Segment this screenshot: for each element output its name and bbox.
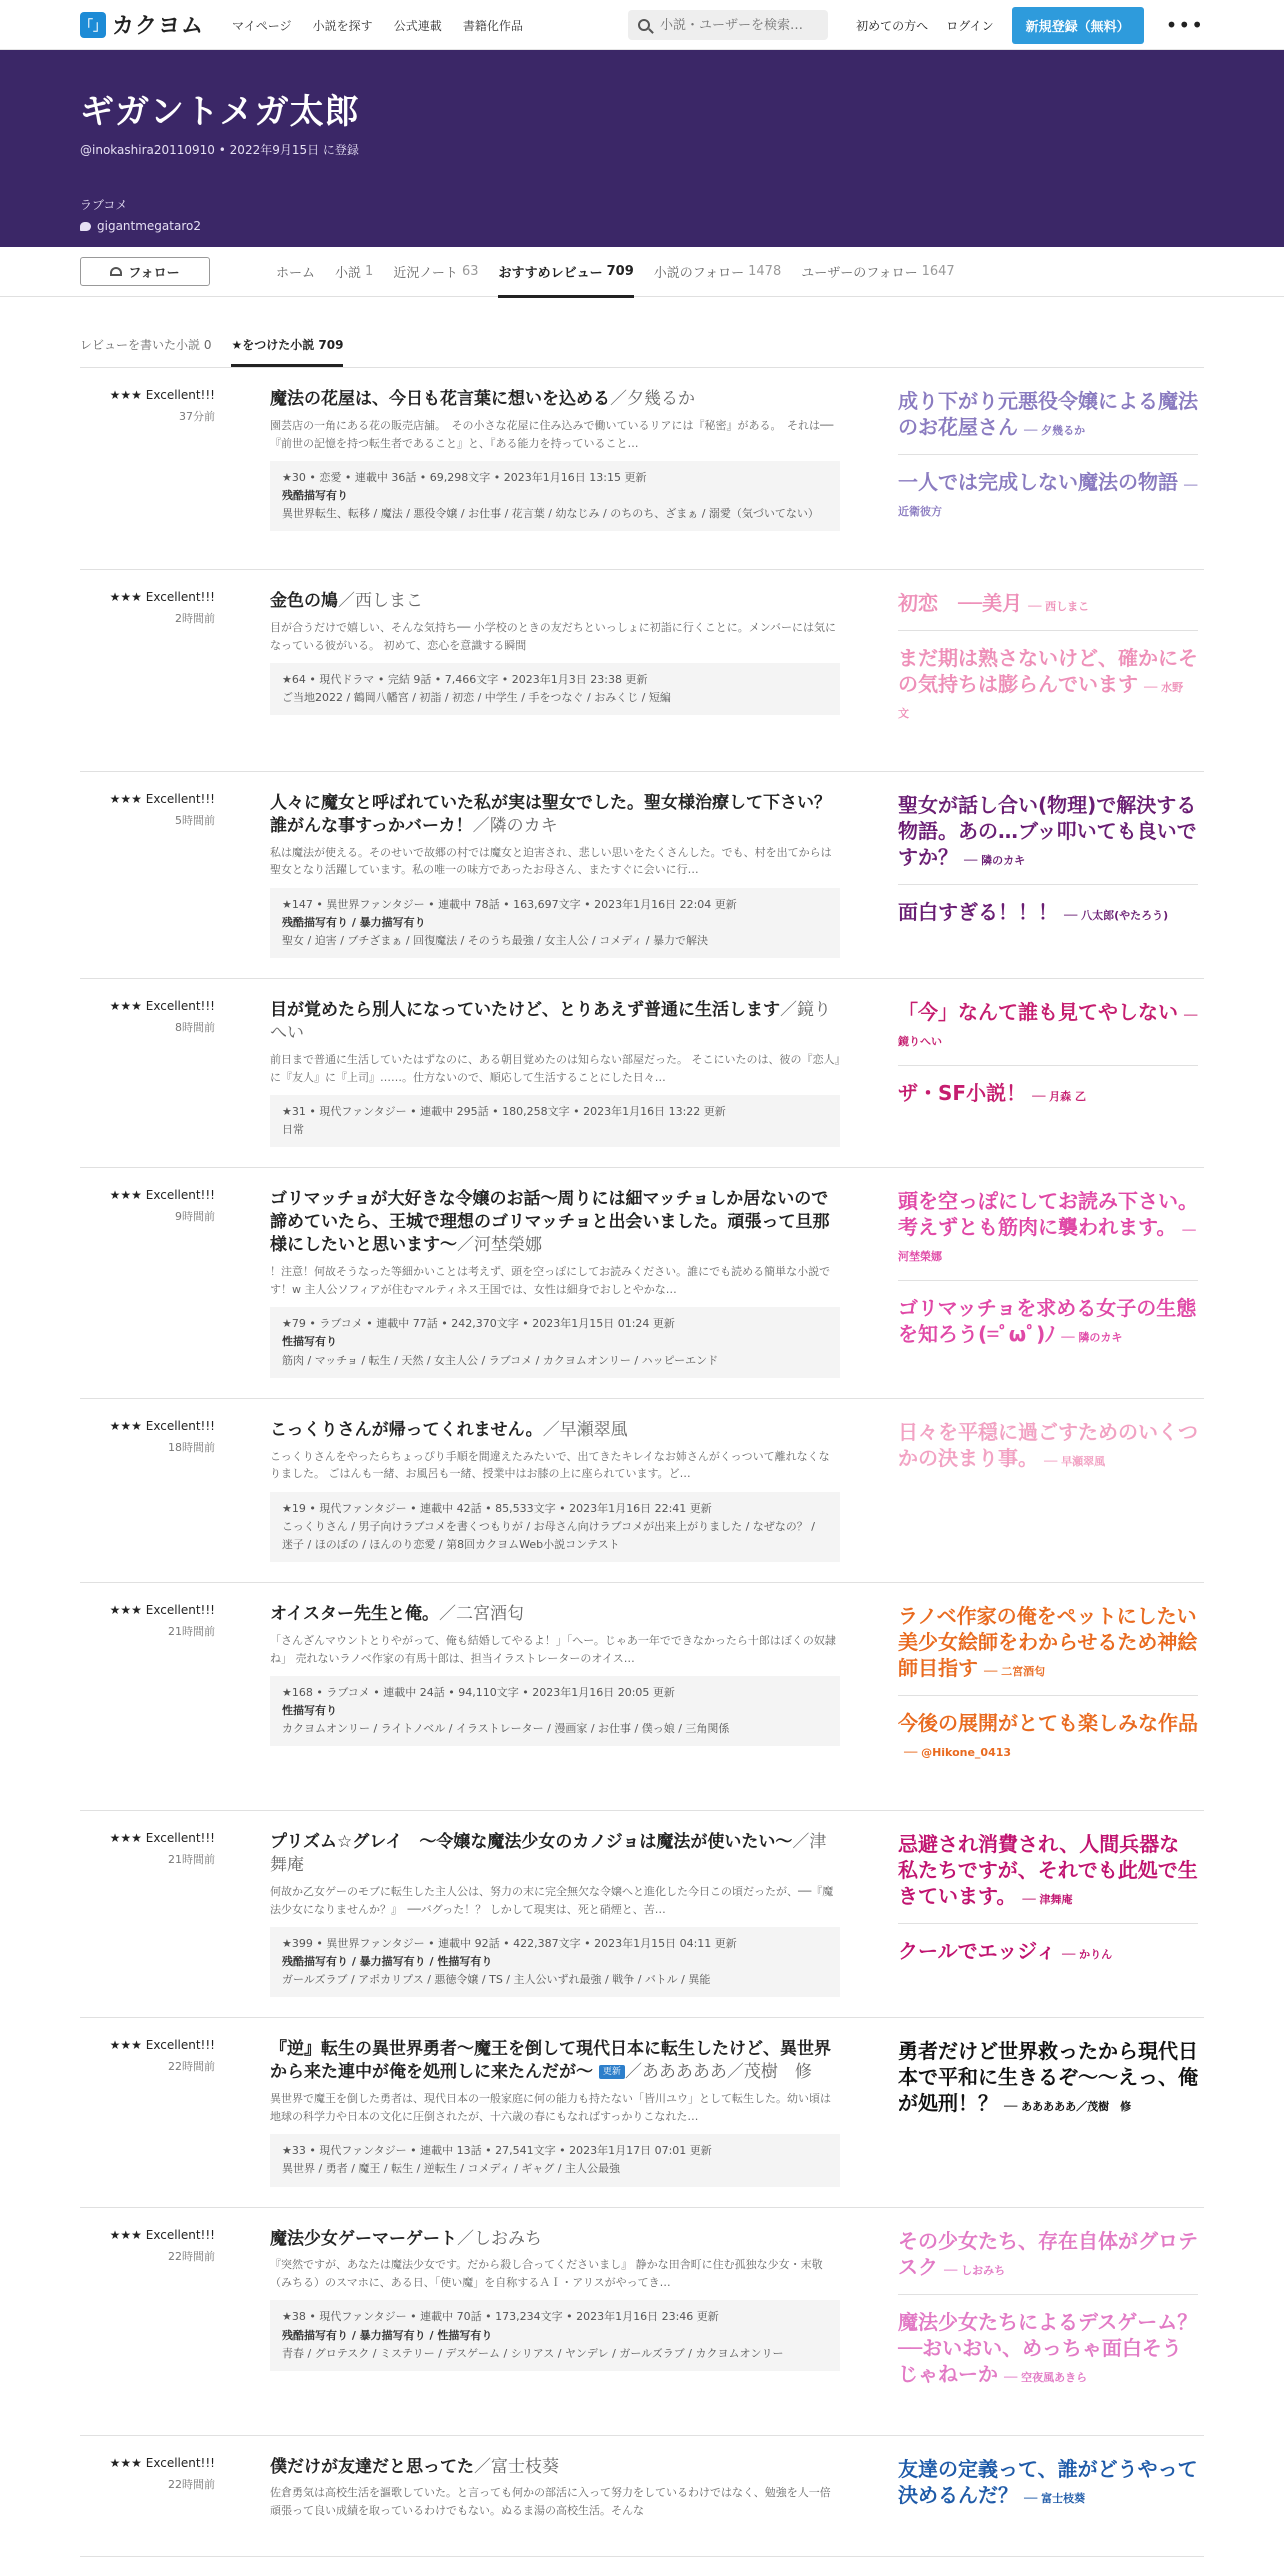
beginner-link[interactable]: 初めての方へ xyxy=(856,18,929,33)
profile-tabbar xyxy=(0,247,1284,297)
catchphrase[interactable] xyxy=(898,999,1198,1066)
work-title[interactable] xyxy=(270,2038,840,2084)
catchphrase-text: 「今」なんて誰も見てやしない xyxy=(898,1000,1178,1025)
work-intro: 何故か乙女ゲーのモブに転生した主人公は、努力の末に完全無欠な令嬢へと進化した今日この頃だったが、──『魔法少女になりませんか？』 ──バグった！？ しかして現実は、死と硝煙と、苦… xyxy=(270,1884,834,1916)
catchphrase-author: ── 鏡りへい xyxy=(898,1009,1198,1049)
work-intro: 『突然ですが、あなたは魔法少女です。だから殺し合ってくださいまし』 静かな田舎町に住む孤独な少女・末敬（みちる）のスマホに、ある日、「使い魔」を自称するＡＩ・アリスがやってき… xyxy=(270,2258,823,2290)
work-stats xyxy=(270,1927,840,1997)
catchphrases xyxy=(898,2038,1198,2186)
work-author[interactable]: ／しおみち xyxy=(457,2228,542,2249)
work-title[interactable] xyxy=(270,1419,840,1442)
catchphrase-author: ── 富士枝葵 xyxy=(1024,2491,1086,2505)
catchphrase-author: ── 水野 文 xyxy=(898,681,1195,720)
nav-mypage[interactable]: マイページ xyxy=(232,19,292,33)
profile-meta xyxy=(80,141,1204,158)
catchphrase-text: 聖女が話し合い(物理)で解決する物語。あの…ブッ叩いても良いですか？ xyxy=(898,793,1197,869)
work-tags[interactable]: 異世界 / 勇者 / 魔王 / 転生 / 逆転生 / コメディ / ギャグ / 主人公最強 xyxy=(282,2162,621,2176)
nav-official[interactable]: 公式連載 xyxy=(393,19,442,33)
subtab-1[interactable] xyxy=(231,336,343,367)
work-author[interactable]: ／隣のカキ xyxy=(472,815,558,836)
catchphrases xyxy=(898,388,1198,549)
search-box[interactable] xyxy=(628,10,828,40)
catchphrase[interactable] xyxy=(898,2228,1198,2295)
work-title-text[interactable]: 魔法少女ゲーマーゲート xyxy=(270,2228,457,2249)
catchphrases xyxy=(898,792,1198,958)
work-stats-line: ★30 • 恋愛 • 連載中 36話 • 69,298文字 • 2023年1月16日 13:15 更新 xyxy=(282,470,647,484)
catchphrase[interactable] xyxy=(898,469,1198,535)
subtab-label: レビューを書いた小説 xyxy=(80,338,204,352)
work-stats xyxy=(270,663,840,715)
rating-stars: ★★★ Excellent!!! xyxy=(109,2038,215,2053)
catchphrases xyxy=(898,1831,1198,1997)
catchphrase-author: ── しおみち xyxy=(944,2263,1006,2277)
review-meta xyxy=(80,1419,215,1562)
subtab-count: 0 xyxy=(203,338,212,352)
catchphrases xyxy=(898,999,1198,1147)
work-intro: 目が合うだけで嬉しい、そんな気持ち── 小学校のときの友だちといっしょに初詣に行くことに。メンバーには気になっている彼がいる。 初めて、恋心を意識する瞬間 xyxy=(270,620,836,652)
nav-books[interactable]: 書籍化作品 xyxy=(462,19,523,33)
catchphrase-text: まだ期は熟さないけど、確かにその気持ちは膨らんでいます xyxy=(898,646,1198,696)
catchphrase-author: ── かりん xyxy=(1062,1948,1113,1962)
work-tags[interactable]: 筋肉 / マッチョ / 転生 / 天然 / 女主人公 / ラブコメ / カクヨムオンリー / ハッピーエンド xyxy=(282,1353,719,1367)
work-title-text[interactable]: 金色の鳩 xyxy=(270,591,338,611)
catchphrase-author: ── 津舞庵 xyxy=(1022,1893,1073,1907)
twitter-link[interactable] xyxy=(80,219,1204,233)
rating-stars: ★★★ Excellent!!! xyxy=(109,999,215,1014)
catchphrases xyxy=(898,1188,1198,1377)
review-time: 2時間前 xyxy=(175,612,215,625)
twitter-icon xyxy=(80,222,91,231)
review-meta xyxy=(80,1603,215,1790)
review-meta xyxy=(80,792,215,958)
catchphrase[interactable] xyxy=(898,1295,1198,1361)
work-stats-line: ★147 • 異世界ファンタジー • 連載中 78話 • 163,697文字 • 2023年1月16日 22:04 更新 xyxy=(282,897,737,911)
catchphrase-text: ゴリマッチョを求める女子の生態を知ろう(=ﾟωﾟ)ﾉ xyxy=(898,1296,1197,1347)
follow-button[interactable] xyxy=(80,257,210,286)
profile-tabs xyxy=(276,247,975,297)
subtab-0[interactable] xyxy=(80,336,211,367)
work-author[interactable]: ／夕幾るか xyxy=(610,389,695,409)
catchphrase-text: その少女たち、存在自体がグロテスク xyxy=(898,2228,1198,2279)
review-time: 5時間前 xyxy=(175,814,215,827)
catchphrase-author: ── 二宮酒匂 xyxy=(984,1665,1046,1679)
catchphrases xyxy=(898,590,1198,751)
logo[interactable] xyxy=(80,9,204,40)
review-meta xyxy=(80,1831,215,1997)
work-info xyxy=(270,999,840,1147)
catchphrase-text: 友達の定義って、誰がどうやって決めるんだ？ xyxy=(898,2456,1198,2507)
work-stats xyxy=(270,1307,840,1377)
profile-registered: 2022年9月15日 に登録 xyxy=(229,143,359,157)
catchphrase[interactable] xyxy=(898,388,1198,455)
tab-label: 小説のフォロー xyxy=(653,266,745,281)
work-stats xyxy=(270,2300,840,2370)
work-author[interactable]: ／二宮酒匂 xyxy=(438,1604,524,1625)
work-info xyxy=(270,1188,840,1377)
catchphrase[interactable] xyxy=(898,2456,1198,2522)
work-author[interactable]: ／あああああ／茂樹 修 xyxy=(624,2062,812,2083)
catchphrase-text: 初恋 ──美月 xyxy=(898,591,1023,615)
work-title-text[interactable]: プリズム☆グレイ ～令嬢な魔法少女のカノジョは魔法が使いたい～ xyxy=(270,1832,793,1853)
profile-handle: @inokashira20110910 xyxy=(80,143,215,157)
work-title-text[interactable]: 目が覚めたら別人になっていたけど、とりあえず普通に生活します xyxy=(270,1000,780,1021)
profile-name: ギガントメガ太郎 xyxy=(80,92,360,132)
work-stats-line: ★399 • 異世界ファンタジー • 連載中 92話 • 422,387文字 • 2023年1月15日 04:11 更新 xyxy=(282,1936,737,1950)
catchphrase-author: ── 八太郎(やたろう) xyxy=(1064,909,1169,922)
content-warnings: 残酷描写有り xyxy=(282,489,348,503)
work-tags[interactable]: 日常 xyxy=(282,1123,304,1137)
catchphrase-text: 頭を空っぽにしてお読み下さい。考えずとも筋肉に襲われます。 xyxy=(898,1189,1198,1240)
tab-label: ホーム xyxy=(276,266,316,281)
work-title[interactable] xyxy=(270,792,840,838)
catchphrase-text: ラノベ作家の俺をペットにしたい美少女絵師をわからせるため神絵師目指す xyxy=(898,1604,1198,1681)
catchphrase-author: ── 河埜榮娜 xyxy=(898,1224,1196,1264)
work-tags[interactable]: ご当地2022 / 鶴岡八幡宮 / 初詣 / 初恋 / 中学生 / 手をつなぐ / おみくじ / 短編 xyxy=(282,691,671,705)
catchphrase[interactable] xyxy=(898,1188,1198,1281)
site-header xyxy=(0,0,1284,50)
catchphrase-text: ザ・SF小説！ xyxy=(898,1081,1027,1106)
work-author[interactable]: ／河埜榮娜 xyxy=(457,1235,542,1256)
work-info xyxy=(270,792,840,958)
work-author[interactable]: ／富士枝葵 xyxy=(474,2456,559,2477)
work-title-text[interactable]: 僕だけが友達だと思ってた xyxy=(270,2456,474,2477)
review-row xyxy=(80,2208,1204,2436)
work-info xyxy=(270,1603,840,1790)
work-tags[interactable]: 異世界転生、転移 / 魔法 / 悪役令嬢 / お仕事 / 花言葉 / 幼なじみ / のちのち、ざまぁ / 溺愛（気づいてない） xyxy=(282,507,819,521)
work-intro: 園芸店の一角にある花の販売店舗。 その小さな花屋に住み込みで働いているリアには『秘密』がある。 それは──『前世の記憶を持つ転生者であること』と、『ある能力を持っていること… xyxy=(270,418,834,450)
catchphrase-author: ── 空夜風あきら xyxy=(1004,2370,1088,2384)
work-stats-line: ★64 • 現代ドラマ • 完結 9話 • 7,466文字 • 2023年1月3日 23:38 更新 xyxy=(282,672,648,686)
catchphrase-author: ── @Hikone_0413 xyxy=(904,1746,1012,1760)
work-tags[interactable]: 青春 / グロテスク / ミステリー / デスゲーム / シリアス / ヤンデレ / ガールズラブ / カクヨムオンリー xyxy=(282,2346,784,2360)
tab-label: 近況ノート xyxy=(393,266,458,281)
tab-count: 1647 xyxy=(921,264,955,279)
work-stats-line: ★38 • 現代ファンタジー • 連載中 70話 • 173,234文字 • 2023年1月16日 23:46 更新 xyxy=(282,2310,719,2324)
catchphrase[interactable] xyxy=(898,792,1198,885)
review-meta xyxy=(80,2228,215,2415)
work-tags[interactable]: ガールズラブ / アポカリプス / 悪徳令嬢 / TS / 主人公いずれ最強 / 戦争 / バトル / 異能 xyxy=(282,1973,711,1987)
review-list xyxy=(80,367,1204,2557)
review-time: 9時間前 xyxy=(175,1210,215,1224)
update-badge: 更新 xyxy=(599,2065,625,2079)
more-menu-icon[interactable]: ••• xyxy=(1165,13,1204,37)
work-intro: 佐倉勇気は高校生活を謳歌していた。と言っても何かの部活に入って努力をしているわけではなく、勉強を人一倍頑張って良い成績を取っているわけでもない。ぬるま湯の高校生活。そんな xyxy=(270,2486,831,2518)
rating-stars: ★★★ Excellent!!! xyxy=(109,1831,215,1846)
content-warnings: 残酷描写有り / 暴力描写有り / 性描写有り xyxy=(282,1955,493,1969)
work-info xyxy=(270,2456,840,2536)
rating-stars: ★★★ Excellent!!! xyxy=(109,792,215,806)
work-intro: 前日まで普通に生活していたはずなのに、ある朝目覚めたのは知らない部屋だった。 そこにいたのは、彼の『恋人』に『友人』に『上司』……。仕方ないので、順応して生活することにした日々… xyxy=(270,1053,840,1084)
review-row xyxy=(80,2436,1204,2557)
review-row xyxy=(80,1168,1204,1398)
review-meta xyxy=(80,2038,215,2186)
tab-count: 1 xyxy=(365,264,374,279)
review-time: 18時間前 xyxy=(168,1440,215,1454)
review-time: 8時間前 xyxy=(175,1021,215,1035)
catchphrase[interactable] xyxy=(898,645,1198,737)
catchphrases xyxy=(898,1603,1198,1790)
catchphrase-author: ── あああああ／茂樹 修 xyxy=(1004,2100,1132,2114)
work-title[interactable] xyxy=(270,2456,840,2479)
review-row xyxy=(80,570,1204,772)
work-title[interactable] xyxy=(270,590,840,613)
content-warnings: 残酷描写有り / 暴力描写有り xyxy=(282,916,426,930)
work-title-text[interactable]: 魔法の花屋は、今日も花言葉に想いを込める xyxy=(270,389,610,409)
catchphrase-author: ── 夕幾るか xyxy=(1024,424,1086,437)
work-stats xyxy=(270,461,840,531)
rating-stars: ★★★ Excellent!!! xyxy=(109,2227,215,2242)
catchphrase-author: ── 近衛彼方 xyxy=(898,479,1198,518)
review-row xyxy=(80,1583,1204,1811)
rating-stars: ★★★ Excellent!!! xyxy=(109,1603,215,1618)
work-author[interactable]: ／早瀬翠風 xyxy=(542,1419,628,1440)
review-meta xyxy=(80,590,215,751)
catchphrase[interactable] xyxy=(898,1603,1198,1696)
work-stats xyxy=(270,1095,840,1147)
review-time: 21時間前 xyxy=(168,1625,215,1639)
work-stats-line: ★19 • 現代ファンタジー • 連載中 42話 • 85,533文字 • 2023年1月16日 22:41 更新 xyxy=(282,1501,712,1515)
catchphrase[interactable] xyxy=(898,1710,1198,1776)
catchphrase[interactable] xyxy=(898,2309,1198,2401)
catchphrase-text: 忌避され消費され、人間兵器な私たちですが、それでも此処で生きています。 xyxy=(898,1832,1198,1909)
content-warnings: 性描写有り xyxy=(282,1704,337,1718)
catchphrase-text: 勇者だけど世界救ったから現代日本で平和に生きるぞ～～えっ、俺が処刑！？ xyxy=(898,2039,1198,2116)
work-tags[interactable]: こっくりさん / 男子向けラブコメを書くつもりが / お母さん向けラブコメが出来上がりました / なぜなの？ / 迷子 / ほのぼの / ほんのり恋愛 / 第8回カクヨムWeb小説コンテスト xyxy=(282,1519,815,1551)
work-stats xyxy=(270,1492,840,1562)
review-time: 37分前 xyxy=(179,410,215,423)
profile-hero xyxy=(0,50,1284,247)
catchphrase[interactable] xyxy=(898,899,1198,939)
work-title[interactable] xyxy=(270,1831,840,1877)
catchphrase-text: 面白すぎる！！！ xyxy=(898,900,1058,924)
work-title-text[interactable]: 『逆』転生の異世界勇者～魔王を倒して現代日本に転生したけど、異世界から来た連中が俺を処刑しに来たんだが～ xyxy=(270,2039,831,2083)
catchphrases xyxy=(898,1419,1198,1562)
work-title[interactable] xyxy=(270,2228,840,2251)
work-stats xyxy=(270,2134,840,2186)
tab-4[interactable] xyxy=(654,247,781,297)
tab-0[interactable] xyxy=(276,247,315,297)
review-meta xyxy=(80,388,215,549)
header-right xyxy=(838,0,1204,50)
tab-label: おすすめレビュー xyxy=(498,266,603,281)
work-title-text[interactable]: こっくりさんが帰ってくれません。 xyxy=(270,1419,543,1440)
tab-count: 63 xyxy=(461,264,479,279)
catchphrase-text: 今後の展開がとても楽しみな作品 xyxy=(898,1711,1198,1736)
catchphrase-author: ── 隣のカキ xyxy=(1061,1331,1123,1345)
review-meta xyxy=(80,1188,215,1377)
tab-5[interactable] xyxy=(801,247,954,297)
catchphrase[interactable] xyxy=(898,1831,1198,1924)
work-intro: 私は魔法が使える。そのせいで故郷の村では魔女と迫害され、悲しい思いをたくさんした。でも、村を出てからは聖女となり活躍しています。私の唯一の味方であったお母さん、またすぐに会いに行… xyxy=(270,845,832,877)
review-time: 21時間前 xyxy=(168,1853,215,1867)
catchphrase-author: ── 月森 乙 xyxy=(1032,1090,1086,1104)
follow-label: フォロー xyxy=(128,265,180,280)
work-title[interactable] xyxy=(270,1188,840,1257)
catchphrase-author: ── 隣のカキ xyxy=(964,854,1026,867)
work-intro: 「さんざんマウントとりやがって、俺も結婚してやるよ！」「へー。じゃあ一年でできなかったら十郎はぼくの奴隷ね」 売れないラノベ作家の有馬十郎は、担当イラストレーターのオイス… xyxy=(270,1633,836,1665)
subtab-label: ★をつけた小説 xyxy=(231,338,319,352)
user-add-icon xyxy=(110,267,122,276)
work-stats xyxy=(270,888,840,958)
rating-stars: ★★★ Excellent!!! xyxy=(109,2455,215,2470)
meta-separator: • xyxy=(218,143,230,157)
tab-label: ユーザーのフォロー xyxy=(801,266,918,281)
work-title[interactable] xyxy=(270,999,840,1045)
work-info xyxy=(270,2228,840,2415)
review-subtabs xyxy=(0,317,1284,367)
catchphrase-text: 日々を平穏に過ごすためのいくつかの決まり事。 xyxy=(898,1419,1198,1470)
catchphrase-text: クールでエッジィ xyxy=(898,1939,1056,1964)
profile-description: ラブコメ xyxy=(80,198,128,212)
catchphrase[interactable] xyxy=(898,1080,1198,1120)
search-icon xyxy=(638,19,650,31)
work-title[interactable] xyxy=(270,388,840,411)
work-intro: ！注意！何故そうなった等細かいことは考えず、頭を空っぽにしてお読みください。誰にでも読める簡単な小説です！w 主人公ソフィアが住むマルティネス王国では、女性は細身でおしとやかな… xyxy=(270,1265,831,1296)
tab-count: 1478 xyxy=(748,264,782,279)
rating-stars: ★★★ Excellent!!! xyxy=(109,590,215,604)
rating-stars: ★★★ Excellent!!! xyxy=(109,1188,215,1203)
work-tags[interactable]: 聖女 / 迫害 / ブチざまぁ / 回復魔法 / そのうち最強 / 女主人公 / コメディ / 暴力で解決 xyxy=(282,934,709,948)
rating-stars: ★★★ Excellent!!! xyxy=(109,1418,215,1433)
work-info xyxy=(270,1831,840,1997)
catchphrase-author: ── 早瀬翠風 xyxy=(1044,1454,1106,1468)
review-time: 22時間前 xyxy=(168,2477,215,2491)
catchphrase-text: 成り下がり元悪役令嬢による魔法のお花屋さん xyxy=(898,389,1198,439)
catchphrases xyxy=(898,2456,1198,2536)
tab-2[interactable] xyxy=(393,247,478,297)
review-row xyxy=(80,1399,1204,1583)
work-tags[interactable]: カクヨムオンリー / ライトノベル / イラストレーター / 漫画家 / お仕事 / 僕っ娘 / 三角関係 xyxy=(282,1722,730,1736)
tab-label: 小説 xyxy=(335,266,362,281)
work-title-text[interactable]: 人々に魔女と呼ばれていた私が実は聖女でした。聖女様治療して下さい？誰がんな事すっかバーカ！ xyxy=(270,793,831,836)
catchphrase-text: 魔法少女たちによるデスゲーム？──おいおい、めっちゃ面白そうじゃねーか xyxy=(898,2309,1198,2386)
catchphrase-text: 一人では完成しない魔法の物語 xyxy=(898,470,1178,494)
catchphrase[interactable] xyxy=(898,2038,1198,2130)
review-row xyxy=(80,772,1204,979)
review-meta xyxy=(80,2456,215,2536)
content-warnings: 性描写有り xyxy=(282,1335,337,1349)
twitter-handle: gigantmegataro2 xyxy=(97,219,201,233)
logo-text: カクヨム xyxy=(112,14,205,39)
work-stats-line: ★33 • 現代ファンタジー • 連載中 13話 • 27,541文字 • 2023年1月17日 07:01 更新 xyxy=(282,2144,712,2158)
work-author[interactable]: ／鏡りへい xyxy=(270,1000,831,1044)
review-time: 22時間前 xyxy=(168,2060,215,2074)
logo-icon: 「」 xyxy=(80,12,106,38)
review-row xyxy=(80,368,1204,570)
signup-button[interactable]: 新規登録（無料） xyxy=(1012,7,1144,44)
work-stats xyxy=(270,1676,840,1746)
review-time: 22時間前 xyxy=(168,2249,215,2263)
work-title-text[interactable]: オイスター先生と俺。 xyxy=(270,1604,439,1625)
search-input[interactable] xyxy=(660,18,820,33)
work-title[interactable] xyxy=(270,1603,840,1626)
nav-search-novels[interactable]: 小説を探す xyxy=(312,19,373,33)
review-row xyxy=(80,1811,1204,2018)
work-intro: 異世界で魔王を倒した勇者は、現代日本の一般家庭に何の能力も持たない「皆川ユウ」として転生した。幼い頃は地球の科学力や日本の文化に圧倒されたが、十六歳の春にもなればすっかりこなれた… xyxy=(270,2092,831,2123)
catchphrase[interactable] xyxy=(898,1419,1198,1485)
work-info xyxy=(270,590,840,751)
tab-3[interactable] xyxy=(498,247,633,297)
work-author[interactable]: ／西しまこ xyxy=(338,591,423,611)
work-stats-line: ★168 • ラブコメ • 連載中 24話 • 94,110文字 • 2023年1月16日 20:05 更新 xyxy=(282,1685,675,1699)
catchphrase[interactable] xyxy=(898,1938,1198,1978)
catchphrase-author: ── 西しまこ xyxy=(1028,600,1090,613)
catchphrases xyxy=(898,2228,1198,2415)
review-row xyxy=(80,2018,1204,2207)
work-intro: こっくりさんをやったらちょっぴり手順を間違えたみたいで、出てきたキレイなお姉さんがくっついて離れなくなりました。 ごはんも一緒、お風呂も一緒、授業中はお膝の上に座られています。ど… xyxy=(270,1449,830,1481)
tab-count: 709 xyxy=(606,264,634,279)
work-stats-line: ★79 • ラブコメ • 連載中 77話 • 242,370文字 • 2023年1月15日 01:24 更新 xyxy=(282,1317,675,1331)
review-meta xyxy=(80,999,215,1147)
work-stats-line: ★31 • 現代ファンタジー • 連載中 295話 • 180,258文字 • 2023年1月16日 13:22 更新 xyxy=(282,1105,726,1119)
work-title-text[interactable]: ゴリマッチョが大好きな令嬢のお話～周りには細マッチョしか居ないので諦めていたら、王城で理想のゴリマッチョと出会いました。頑張って旦那様にしたいと思います～ xyxy=(270,1189,830,1256)
rating-stars: ★★★ Excellent!!! xyxy=(109,388,215,402)
work-info xyxy=(270,1419,840,1562)
work-info xyxy=(270,388,840,549)
login-link[interactable]: ログイン xyxy=(946,18,994,33)
tab-1[interactable] xyxy=(335,247,373,297)
content-warnings: 残酷描写有り / 暴力描写有り / 性描写有り xyxy=(282,2328,493,2342)
subtab-count: 709 xyxy=(318,338,344,352)
catchphrase[interactable] xyxy=(898,590,1198,631)
work-info xyxy=(270,2038,840,2186)
work-author[interactable]: ／津舞庵 xyxy=(270,1832,827,1875)
review-row xyxy=(80,979,1204,1168)
main-nav xyxy=(232,15,539,34)
